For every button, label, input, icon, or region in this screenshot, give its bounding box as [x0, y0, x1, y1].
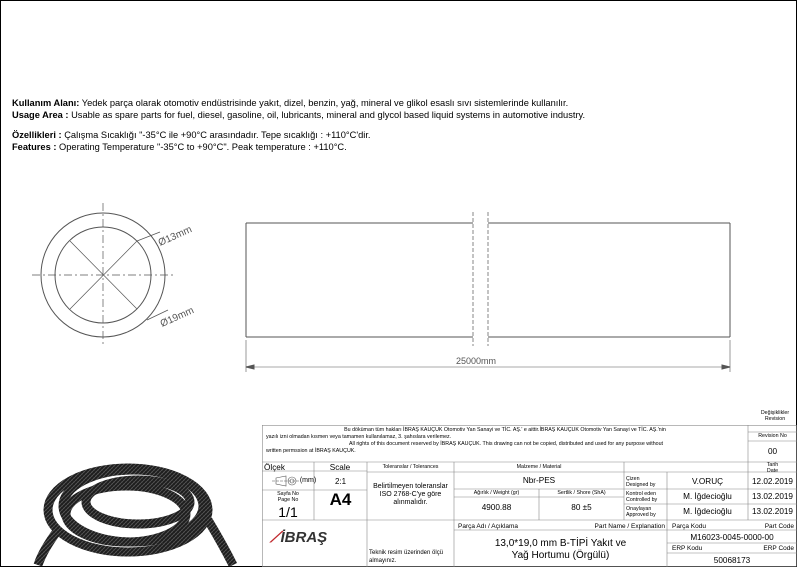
material-value: Nbr-PES: [522, 476, 556, 485]
copyright-notice: Bu döküman tüm hakları İBRAŞ KAUÇUK Otomotiv Yan Sanayi ve TİC. AŞ.' e aittir.İBRAŞ KAUÇUK Otomotiv Yan Sanayi ve TİC. AŞ.'nin: [344, 427, 666, 433]
part-code: M16023-0045-0000-00: [690, 533, 774, 542]
features-en: Features : Operating Temperature "-35°C to +90°C". Peak temperature : +110°C.: [12, 141, 347, 152]
paper-size: A4: [329, 490, 352, 509]
hose-photo: [28, 420, 260, 566]
copyright-notice-4: written permssion at İBRAŞ KAUÇUK.: [266, 448, 356, 454]
page-label: Sayfa No Page No: [277, 491, 299, 503]
weight-label: Ağırlık / Weight (gr): [473, 490, 520, 496]
erp-code: 50068173: [713, 556, 751, 565]
hardness-label: Sertlik / Shore (ShA): [557, 490, 606, 496]
hardness-value: 80 ±5: [571, 503, 592, 512]
usage-en: Usage Area : Usable as spare parts for fuel, diesel, gasoline, oil, lubricants, mineral and glycol based liquid systems in automotive industry.: [12, 109, 586, 120]
weight-value: 4900.88: [481, 503, 512, 512]
company-logo: ⟋İBRAŞ: [270, 529, 328, 546]
part-name-label-tr: Parça Adı / Açıklama: [458, 523, 518, 530]
hose-cross-section: [32, 203, 174, 347]
title-block: [262, 425, 797, 567]
scale-value: 2:1: [334, 477, 347, 486]
date-label: Tarih Date: [766, 462, 779, 474]
scale-label-en: Scale: [329, 463, 351, 472]
drawn-label: Çizen Designed by: [626, 476, 656, 488]
part-code-label-en: Part Code: [764, 523, 794, 530]
tolerance-label: Toleranslar / Tolerances: [382, 464, 439, 470]
scale-label-tr: Ölçek: [264, 463, 285, 472]
checked-date: 13.02.2019: [752, 492, 793, 501]
hose-side-view: [246, 212, 730, 372]
tolerance-text: Belirtilmeyen toleranslar ISO 2768-C'ye göre alınmalıdır.: [373, 483, 448, 506]
checked-label: Kontrol eden Controlled by: [626, 491, 658, 503]
outer-diameter-label: Ø19mm: [158, 305, 196, 330]
part-name: 13,0*19,0 mm B-TİPİ Yakıt ve Yağ Hortumu (Örgülü): [494, 538, 627, 561]
approved-label: Onaylayan Approved by: [626, 506, 656, 518]
features-tr: Özellikleri : Çalışma Sıcaklığı "-35°C ile +90°C arasındadır. Tepe sıcaklığı : +110°C'dir.: [12, 130, 371, 141]
approved-date: 13.02.2019: [752, 507, 793, 516]
length-label: 25000mm: [455, 356, 497, 366]
copyright-notice-3: All rights of this document reserved by İBRAŞ KAUÇUK. This drawing can not be copied, distributed and used for any purpose without: [348, 441, 664, 447]
unit-label: (mm): [299, 477, 317, 484]
revision-title: Değişiklikler Revision: [760, 410, 790, 422]
projection-symbol: [272, 476, 300, 486]
usage-tr: Kullanım Alanı: Yedek parça olarak otomotiv endüstrisinde yakıt, dizel, benzin, yağ, mineral ve glikol esaslı sıvı sistemlerinde kullanılır.: [12, 98, 569, 108]
part-name-label-en: Part Name / Explanation: [594, 523, 665, 530]
erp-label-tr: ERP Kodu: [672, 545, 703, 552]
material-label: Malzeme / Material: [516, 464, 562, 470]
revision-no-label: Revision No: [758, 433, 787, 439]
erp-label-en: ERP Code: [763, 545, 794, 552]
checked-by: M. İğdecioğlu: [683, 492, 732, 501]
approved-by: M. İğdecioğlu: [683, 507, 732, 516]
part-code-label-tr: Parça Kodu: [672, 523, 706, 530]
drawn-date: 12.02.2019: [752, 477, 793, 486]
measure-notice: Teknik resim üzerinden ölçü almayınız.: [369, 550, 444, 564]
copyright-notice-2: yazılı izni olmadan kısmen veya tamamen kullanılamaz, 3. şahıslara verilemez.: [266, 434, 452, 440]
revision-no-value: 00: [767, 447, 778, 456]
page-value: 1/1: [278, 504, 298, 520]
drawn-by: V.ORUÇ: [691, 477, 724, 486]
inner-diameter-label: Ø13mm: [156, 224, 194, 249]
